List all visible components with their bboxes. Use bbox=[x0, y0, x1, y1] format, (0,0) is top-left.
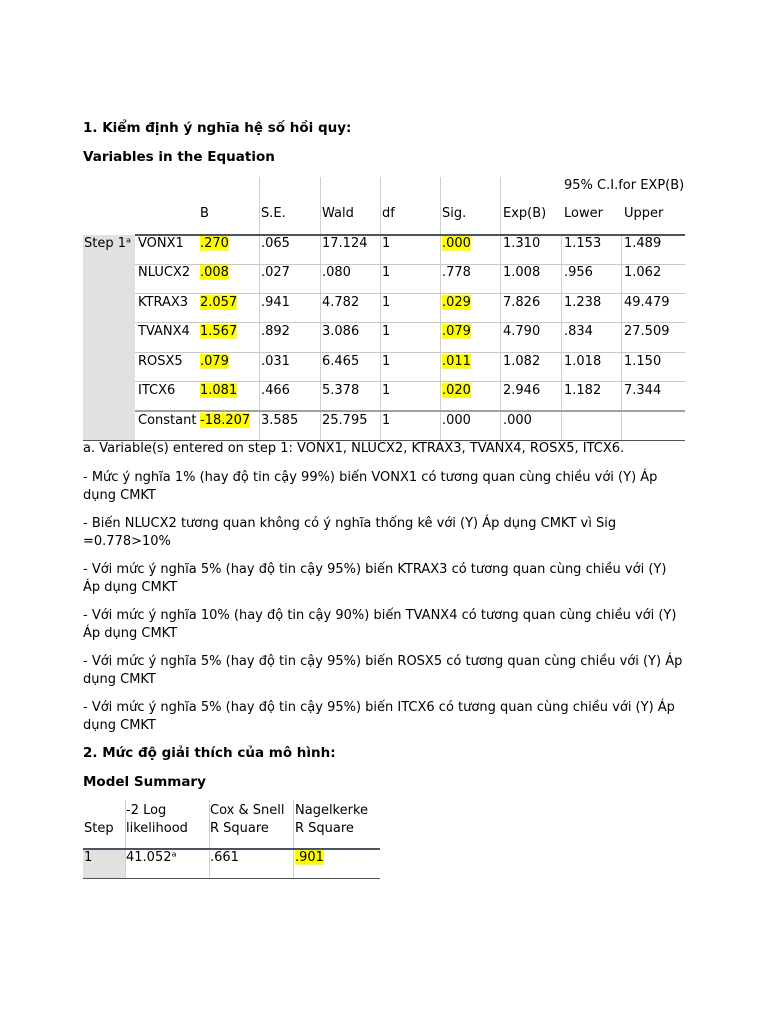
row-se: 3.585 bbox=[261, 413, 299, 428]
row-lower: .956 bbox=[564, 265, 593, 280]
ms-row-cox: .661 bbox=[210, 850, 239, 865]
row-b: .079 bbox=[200, 354, 229, 369]
row-df: 1 bbox=[382, 265, 391, 280]
row-upper: 7.344 bbox=[624, 383, 662, 398]
grid-line bbox=[440, 177, 441, 441]
row-rule bbox=[135, 352, 685, 353]
step-column-shade bbox=[83, 235, 135, 441]
ms-col-loglik-line2: likelihood bbox=[126, 821, 188, 836]
bottom-rule bbox=[83, 878, 380, 879]
ms-row-nag: .901 bbox=[295, 850, 324, 865]
row-expb: 4.790 bbox=[503, 324, 541, 339]
row-se: .892 bbox=[261, 324, 290, 339]
paragraph: - Với mức ý nghĩa 5% (hay độ tin cậy 95%) biến ITCX6 có tương quan cùng chiều với (Y) Áp dụng CMKT bbox=[83, 700, 675, 733]
col-header-upper: Upper bbox=[624, 206, 664, 221]
ms-col-cox-line1: Cox & Snell bbox=[210, 803, 285, 818]
row-expb: 1.082 bbox=[503, 354, 541, 369]
row-df: 1 bbox=[382, 295, 391, 310]
row-expb: .000 bbox=[503, 413, 532, 428]
grid-line bbox=[500, 177, 501, 441]
row-rule bbox=[135, 322, 685, 323]
row-sig: .778 bbox=[442, 265, 471, 280]
model-summary-title: Model Summary bbox=[83, 774, 206, 790]
col-header-se: S.E. bbox=[261, 206, 286, 221]
row-rule bbox=[135, 381, 685, 382]
row-se: .466 bbox=[261, 383, 290, 398]
paragraph: - Với mức ý nghĩa 10% (hay độ tin cậy 90%) biến TVANX4 có tương quan cùng chiều với (Y) Áp dụng CMKT bbox=[83, 608, 677, 641]
row-var: ITCX6 bbox=[138, 383, 176, 398]
row-sig: .079 bbox=[442, 324, 471, 339]
ms-col-nag-line2: R Square bbox=[295, 821, 354, 836]
row-lower: .834 bbox=[564, 324, 593, 339]
paragraph: - Mức ý nghĩa 1% (hay độ tin cậy 99%) biến VONX1 có tương quan cùng chiều với (Y) Áp dụng CMKT bbox=[83, 470, 658, 503]
row-var: ROSX5 bbox=[138, 354, 183, 369]
row-upper: 49.479 bbox=[624, 295, 670, 310]
row-var: TVANX4 bbox=[138, 324, 190, 339]
row-wald: 3.086 bbox=[322, 324, 360, 339]
col-header-sig: Sig. bbox=[442, 206, 467, 221]
paragraph: - Với mức ý nghĩa 5% (hay độ tin cậy 95%) biến KTRAX3 có tương quan cùng chiều với (Y) Áp dụng CMKT bbox=[83, 562, 667, 595]
row-lower: 1.018 bbox=[564, 354, 602, 369]
step-label: Step 1ᵃ bbox=[84, 236, 132, 251]
row-se: .065 bbox=[261, 236, 290, 251]
row-expb: 2.946 bbox=[503, 383, 541, 398]
row-upper: 27.509 bbox=[624, 324, 670, 339]
ms-col-nag-line1: Nagelkerke bbox=[295, 803, 369, 818]
row-df: 1 bbox=[382, 413, 391, 428]
row-expb: 1.008 bbox=[503, 265, 541, 280]
row-b: 1.567 bbox=[200, 324, 238, 339]
row-wald: 5.378 bbox=[322, 383, 360, 398]
row-b: .270 bbox=[200, 236, 229, 251]
ms-col-loglik-line1: -2 Log bbox=[126, 803, 167, 818]
row-wald: 25.795 bbox=[322, 413, 368, 428]
row-upper: 1.150 bbox=[624, 354, 662, 369]
row-df: 1 bbox=[382, 354, 391, 369]
row-b: 2.057 bbox=[200, 295, 238, 310]
ms-row-step: 1 bbox=[84, 850, 93, 865]
row-var: VONX1 bbox=[138, 236, 184, 251]
row-expb: 1.310 bbox=[503, 236, 541, 251]
ms-row-loglik: 41.052ᵃ bbox=[126, 850, 177, 865]
col-header-b: B bbox=[200, 206, 209, 221]
row-sig: .000 bbox=[442, 413, 471, 428]
section-2-title: 2. Mức độ giải thích của mô hình: bbox=[83, 745, 336, 761]
row-se: .027 bbox=[261, 265, 290, 280]
row-var: KTRAX3 bbox=[138, 295, 189, 310]
table-footnote: a. Variable(s) entered on step 1: VONX1, NLUCX2, KTRAX3, TVANX4, ROSX5, ITCX6. bbox=[83, 441, 625, 456]
row-rule bbox=[135, 410, 685, 412]
vie-table-title: Variables in the Equation bbox=[83, 149, 275, 165]
row-upper: 1.489 bbox=[624, 236, 662, 251]
col-header-expb: Exp(B) bbox=[503, 206, 547, 221]
row-var: NLUCX2 bbox=[138, 265, 191, 280]
grid-line bbox=[293, 800, 294, 878]
row-sig: .000 bbox=[442, 236, 471, 251]
row-se: .031 bbox=[261, 354, 290, 369]
row-lower: 1.238 bbox=[564, 295, 602, 310]
col-header-wald: Wald bbox=[322, 206, 354, 221]
row-b: -18.207 bbox=[200, 413, 251, 428]
grid-line bbox=[259, 177, 260, 441]
row-var: Constant bbox=[138, 413, 197, 428]
row-sig: .011 bbox=[442, 354, 471, 369]
paragraph: - Với mức ý nghĩa 5% (hay độ tin cậy 95%) biến ROSX5 có tương quan cùng chiều với (Y) Áp dụng CMKT bbox=[83, 654, 683, 687]
row-wald: 4.782 bbox=[322, 295, 360, 310]
col-header-df: df bbox=[382, 206, 395, 221]
section-1-title: 1. Kiểm định ý nghĩa hệ số hồi quy: bbox=[83, 120, 352, 136]
ms-col-cox-line2: R Square bbox=[210, 821, 269, 836]
paragraph: - Biến NLUCX2 tương quan không có ý nghĩa thống kê với (Y) Áp dụng CMKT vì Sig =0.778>10% bbox=[83, 516, 617, 549]
col-header-lower: Lower bbox=[564, 206, 603, 221]
row-b: 1.081 bbox=[200, 383, 238, 398]
row-wald: 6.465 bbox=[322, 354, 360, 369]
grid-line bbox=[320, 177, 321, 441]
grid-line bbox=[380, 177, 381, 441]
row-df: 1 bbox=[382, 383, 391, 398]
row-df: 1 bbox=[382, 324, 391, 339]
row-rule bbox=[135, 293, 685, 294]
row-upper: 1.062 bbox=[624, 265, 662, 280]
row-sig: .029 bbox=[442, 295, 471, 310]
row-wald: 17.124 bbox=[322, 236, 368, 251]
row-sig: .020 bbox=[442, 383, 471, 398]
row-se: .941 bbox=[261, 295, 290, 310]
row-lower: 1.153 bbox=[564, 236, 602, 251]
row-wald: .080 bbox=[322, 265, 351, 280]
ci-header: 95% C.I.for EXP(B) bbox=[564, 178, 685, 193]
row-b: .008 bbox=[200, 265, 229, 280]
row-df: 1 bbox=[382, 236, 391, 251]
ms-col-step: Step bbox=[84, 821, 114, 836]
row-lower: 1.182 bbox=[564, 383, 602, 398]
row-expb: 7.826 bbox=[503, 295, 541, 310]
